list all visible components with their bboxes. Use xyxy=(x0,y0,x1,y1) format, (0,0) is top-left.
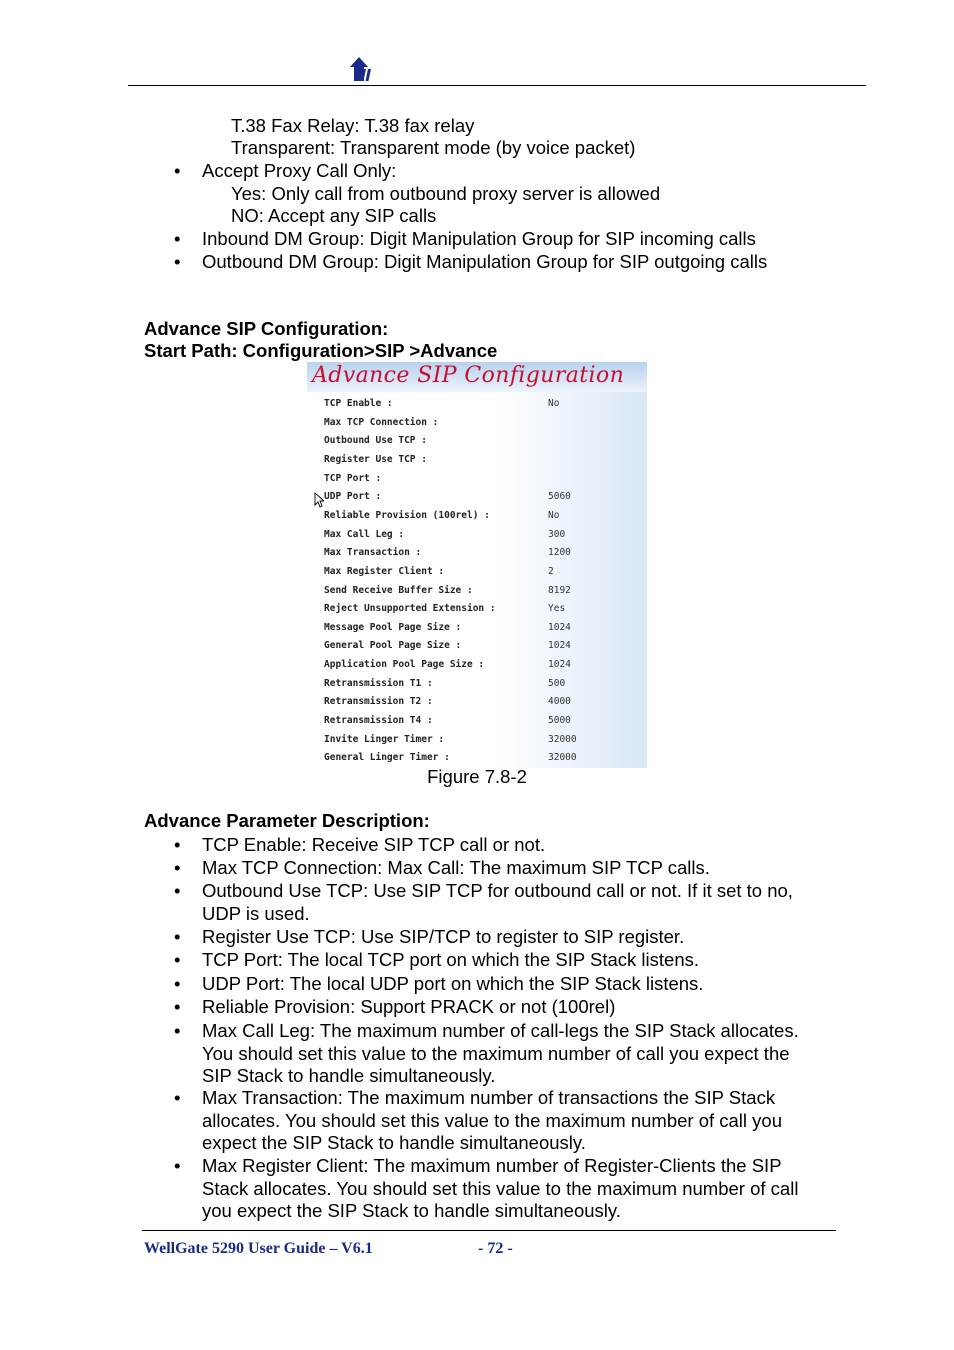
header-rule xyxy=(128,85,866,86)
config-value: 5060 xyxy=(548,491,571,503)
bullet-icon: • xyxy=(174,1087,181,1108)
house-arrow-logo-icon xyxy=(348,55,378,83)
config-row xyxy=(307,585,647,603)
list-item xyxy=(174,996,814,1019)
config-label: Max Transaction : xyxy=(324,547,422,559)
fax-relay-transparent-line: Transparent: Transparent mode (by voice packet) xyxy=(231,137,636,158)
list-item xyxy=(174,1020,814,1088)
list-item-text: Reliable Provision: Support PRACK or not (100rel) xyxy=(202,996,616,1017)
config-label: Register Use TCP : xyxy=(324,453,427,465)
list-item xyxy=(174,834,814,857)
config-label: Retransmission T4 : xyxy=(324,715,433,727)
list-item xyxy=(174,949,814,972)
bullet-icon: • xyxy=(174,1020,181,1041)
config-row xyxy=(307,454,647,472)
start-path: Start Path: Configuration>SIP >Advance xyxy=(144,340,498,361)
config-value: 2 xyxy=(548,565,554,577)
config-value: 32000 xyxy=(548,752,577,764)
config-row xyxy=(307,547,647,565)
mouse-pointer-icon xyxy=(314,492,324,508)
config-row xyxy=(307,603,647,621)
bullet-icon: • xyxy=(174,973,181,994)
list-item xyxy=(174,880,814,925)
config-value: 5000 xyxy=(548,715,571,727)
bullet-icon: • xyxy=(174,1155,181,1176)
config-label: Max Call Leg : xyxy=(324,528,405,540)
list-item xyxy=(174,857,814,880)
config-label: Reject Unsupported Extension : xyxy=(324,603,496,615)
figure-caption: Figure 7.8-2 xyxy=(427,766,527,787)
list-item-text: Max Transaction: The maximum number of transactions the SIP Stack allocates. You should set this value to the maximum number of call you expect the SIP Stack to handle simultaneously. xyxy=(202,1087,782,1153)
config-label: Message Pool Page Size : xyxy=(324,621,462,633)
list-item-text: UDP Port: The local UDP port on which the SIP Stack listens. xyxy=(202,973,704,994)
bullet-icon: • xyxy=(174,926,181,947)
fax-relay-t38-line: T.38 Fax Relay: T.38 fax relay xyxy=(231,115,475,136)
advance-sip-config-panel xyxy=(307,362,647,768)
config-label: Invite Linger Timer : xyxy=(324,733,445,745)
config-row xyxy=(307,715,647,733)
config-label: Max Register Client : xyxy=(324,565,445,577)
config-value: 32000 xyxy=(548,733,577,745)
footer-page-number: - 72 - xyxy=(478,1240,513,1257)
accept-proxy-no-line: NO: Accept any SIP calls xyxy=(231,205,437,226)
bullet-icon: • xyxy=(174,880,181,901)
config-value: 1200 xyxy=(548,547,571,559)
config-row xyxy=(307,659,647,677)
config-label: Retransmission T2 : xyxy=(324,696,433,708)
config-label: Outbound Use TCP : xyxy=(324,435,427,447)
list-item-text: Max TCP Connection: Max Call: The maximum SIP TCP calls. xyxy=(202,857,710,878)
config-label: General Linger Timer : xyxy=(324,752,450,764)
list-item xyxy=(174,926,814,949)
list-item-text: TCP Port: The local TCP port on which the SIP Stack listens. xyxy=(202,949,699,970)
bullet-icon: • xyxy=(174,160,181,181)
config-value: 1024 xyxy=(548,640,571,652)
config-row xyxy=(307,640,647,658)
config-row xyxy=(307,473,647,491)
list-item xyxy=(174,1155,814,1223)
config-row xyxy=(307,678,647,696)
panel-title: Advance SIP Configuration xyxy=(312,363,625,388)
section-title: Advance SIP Configuration: xyxy=(144,318,389,339)
config-row xyxy=(307,435,647,453)
list-item-text: Outbound Use TCP: Use SIP TCP for outbound call or not. If it set to no, UDP is used. xyxy=(202,880,793,924)
footer-rule xyxy=(142,1230,836,1231)
description-title: Advance Parameter Description: xyxy=(144,810,430,831)
config-value: 1024 xyxy=(548,621,571,633)
config-label: Max TCP Connection : xyxy=(324,416,439,428)
config-value: 4000 xyxy=(548,696,571,708)
config-row xyxy=(307,622,647,640)
bullet-icon: • xyxy=(174,228,181,249)
bullet-icon: • xyxy=(174,834,181,855)
list-item-text: Register Use TCP: Use SIP/TCP to register to SIP register. xyxy=(202,926,685,947)
config-row xyxy=(307,491,647,509)
panel-titlebar xyxy=(307,362,647,392)
bullet-icon: • xyxy=(174,857,181,878)
config-row xyxy=(307,566,647,584)
accept-proxy-yes-line: Yes: Only call from outbound proxy server is allowed xyxy=(231,183,661,204)
config-row xyxy=(307,398,647,416)
list-item xyxy=(174,1087,814,1155)
config-row xyxy=(307,510,647,528)
footer-guide-title: WellGate 5290 User Guide – V6.1 xyxy=(144,1240,373,1257)
config-value: No xyxy=(548,509,560,521)
config-value: No xyxy=(548,398,560,409)
config-row xyxy=(307,529,647,547)
config-label: General Pool Page Size : xyxy=(324,640,462,652)
config-label: TCP Port : xyxy=(324,472,382,484)
config-label: Send Receive Buffer Size : xyxy=(324,584,473,596)
config-label: Reliable Provision (100rel) : xyxy=(324,509,490,521)
bullet-icon: • xyxy=(174,996,181,1017)
bullet-icon: • xyxy=(174,251,181,272)
config-row xyxy=(307,696,647,714)
config-value: 500 xyxy=(548,677,566,689)
config-row xyxy=(307,734,647,752)
config-label: Application Pool Page Size : xyxy=(324,659,485,671)
config-row xyxy=(307,417,647,435)
list-item-text: Max Register Client: The maximum number of Register-Clients the SIP Stack allocates. You should set this value to the maximum number of call you expect the SIP Stack to handle simultaneously. xyxy=(202,1155,799,1221)
config-value: 1024 xyxy=(548,659,571,671)
list-item-text: Max Call Leg: The maximum number of call-legs the SIP Stack allocates. You should set this value to the maximum number of call you expect the SIP Stack to handle simultaneously. xyxy=(202,1020,799,1086)
config-value: Yes xyxy=(548,603,566,615)
list-item xyxy=(174,973,814,996)
config-value: 8192 xyxy=(548,584,571,596)
bullet-icon: • xyxy=(174,949,181,970)
list-item-text: TCP Enable: Receive SIP TCP call or not. xyxy=(202,834,546,855)
config-label: UDP Port : xyxy=(324,491,382,503)
config-label: TCP Enable : xyxy=(324,398,393,409)
config-label: Retransmission T1 : xyxy=(324,677,433,689)
config-value: 300 xyxy=(548,528,566,540)
